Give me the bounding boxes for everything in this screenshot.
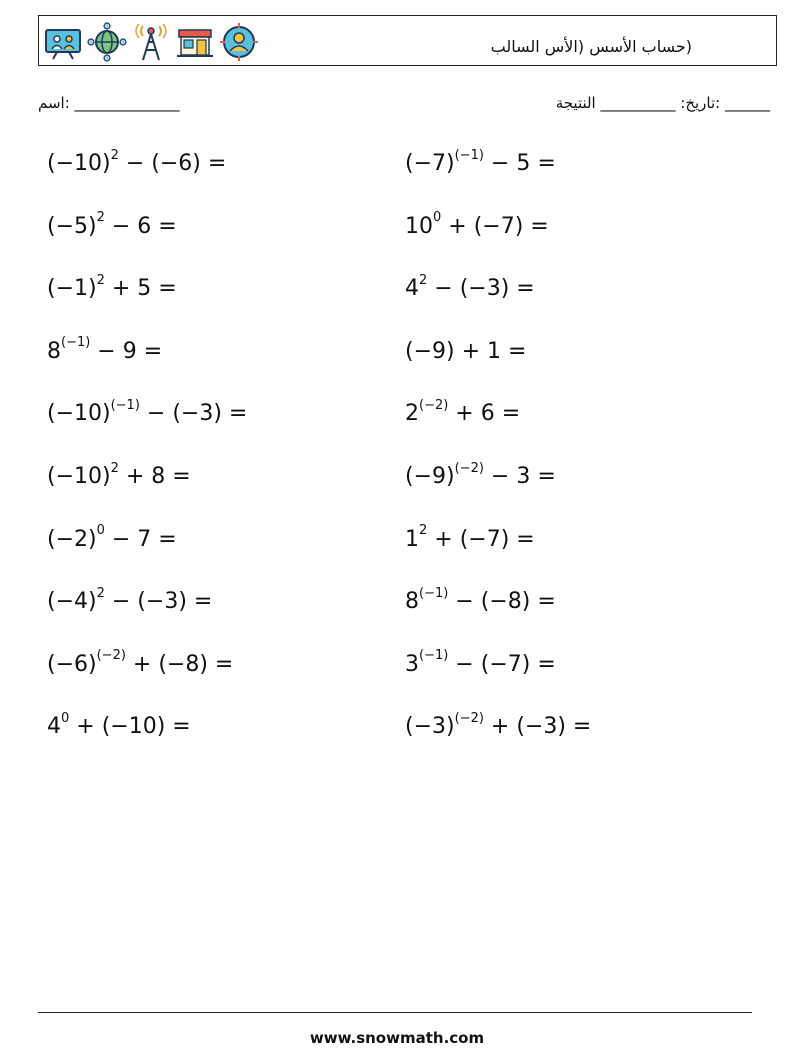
problem-rest: + (−3) = — [483, 714, 592, 740]
problem-exponent: (−2) — [96, 648, 126, 664]
problem-rest: − (−3) = — [139, 401, 248, 427]
problem-rest: − (−7) = — [448, 651, 556, 677]
problem-base: (−10) — [47, 464, 111, 489]
problem-base: (−1) — [47, 276, 97, 302]
problem-item — [47, 147, 227, 176]
problem-item — [47, 648, 234, 677]
problem-exponent: 2 — [110, 460, 119, 476]
worksheet-title: (حساب الأسس (الأس السالب — [490, 37, 692, 56]
problem-exponent: 2 — [419, 272, 428, 288]
problem-exponent: 2 — [110, 147, 119, 163]
problem-item — [47, 210, 177, 239]
problem-base: (−5) — [47, 213, 97, 239]
problem-exponent: 0 — [61, 711, 70, 727]
problem-rest: − (−3) = — [104, 589, 213, 615]
problem-item — [47, 398, 248, 427]
problem-base: (−4) — [47, 589, 97, 615]
user-target-icon — [219, 22, 259, 62]
globe-network-icon — [87, 22, 127, 62]
problem-rest: + (−10) = — [69, 714, 191, 740]
problem-item — [405, 338, 527, 364]
problem-exponent: 0 — [96, 523, 105, 539]
problem-exponent: (−1) — [61, 335, 91, 351]
problem-exponent: (−1) — [110, 398, 140, 414]
problem-rest: − (−8) = — [448, 589, 556, 615]
date-score-field: ______ :تاريخ: __________ النتيجة — [555, 94, 770, 112]
problem-rest: − (−3) = — [427, 276, 535, 302]
problem-rest: + 8 = — [118, 464, 191, 489]
problem-base: (−10) — [47, 401, 111, 427]
problem-item — [405, 272, 535, 302]
problem-item — [47, 335, 163, 364]
problem-exponent: 2 — [96, 272, 105, 288]
problem-exponent: (−1) — [419, 585, 449, 601]
problem-base: 1 — [405, 526, 419, 552]
problem-exponent: 0 — [433, 210, 442, 226]
problem-item — [47, 711, 191, 740]
problem-exponent: (−1) — [454, 147, 484, 163]
problem-item — [47, 460, 191, 489]
problem-exponent: 2 — [96, 585, 105, 601]
problem-item — [405, 711, 592, 740]
problem-rest: + 5 = — [104, 276, 177, 302]
problem-rest: − 9 = — [90, 338, 163, 364]
problem-rest: − 6 = — [104, 213, 177, 239]
problem-base: (−3) — [405, 714, 455, 740]
problem-rest: + (−7) = — [427, 526, 535, 552]
radio-tower-icon — [131, 22, 171, 62]
problem-base: (−6) — [47, 651, 97, 677]
problem-item — [47, 523, 177, 552]
problem-item — [47, 272, 177, 302]
problem-item — [405, 523, 535, 552]
problem-base: 3 — [405, 651, 419, 677]
problem-base: (−10) — [47, 151, 111, 176]
problem-exponent: 2 — [96, 210, 105, 226]
problem-exponent: 2 — [419, 523, 428, 539]
problem-base: 4 — [47, 714, 61, 740]
header-icons — [43, 22, 259, 62]
problem-item — [405, 585, 556, 615]
problem-base: (−7) — [405, 151, 455, 176]
problem-exponent: (−1) — [419, 648, 449, 664]
problem-item — [47, 585, 213, 615]
problem-exponent: (−2) — [419, 398, 449, 414]
problem-item — [405, 648, 556, 677]
problem-rest: − 7 = — [104, 526, 177, 552]
problem-base: 2 — [405, 401, 419, 427]
problem-base: 8 — [405, 589, 419, 615]
name-field: ______________ :اسم — [38, 94, 180, 112]
presentation-icon — [43, 22, 83, 62]
problem-item — [405, 147, 556, 176]
problem-rest: − (−6) = — [118, 151, 227, 176]
storefront-icon — [175, 22, 215, 62]
problem-base: (−9) + 1 = — [405, 338, 527, 364]
problem-rest: + (−8) = — [125, 651, 234, 677]
footer-url: www.snowmath.com — [309, 1029, 485, 1047]
problem-base: 8 — [47, 338, 61, 364]
problem-exponent: (−2) — [454, 711, 484, 727]
problem-base: (−2) — [47, 526, 97, 552]
problem-base: 10 — [405, 213, 433, 239]
problem-rest: − 3 = — [483, 464, 556, 489]
problem-item — [405, 460, 556, 489]
worksheet-header — [38, 15, 777, 66]
problem-item — [405, 210, 549, 239]
problem-rest: − 5 = — [483, 151, 556, 176]
problem-item — [405, 398, 521, 427]
problem-rest: + 6 = — [448, 401, 521, 427]
problem-exponent: (−2) — [454, 460, 484, 476]
footer-divider — [38, 1012, 752, 1013]
problem-rest: + (−7) = — [441, 213, 549, 239]
problem-base: (−9) — [405, 464, 455, 489]
problem-base: 4 — [405, 276, 419, 302]
